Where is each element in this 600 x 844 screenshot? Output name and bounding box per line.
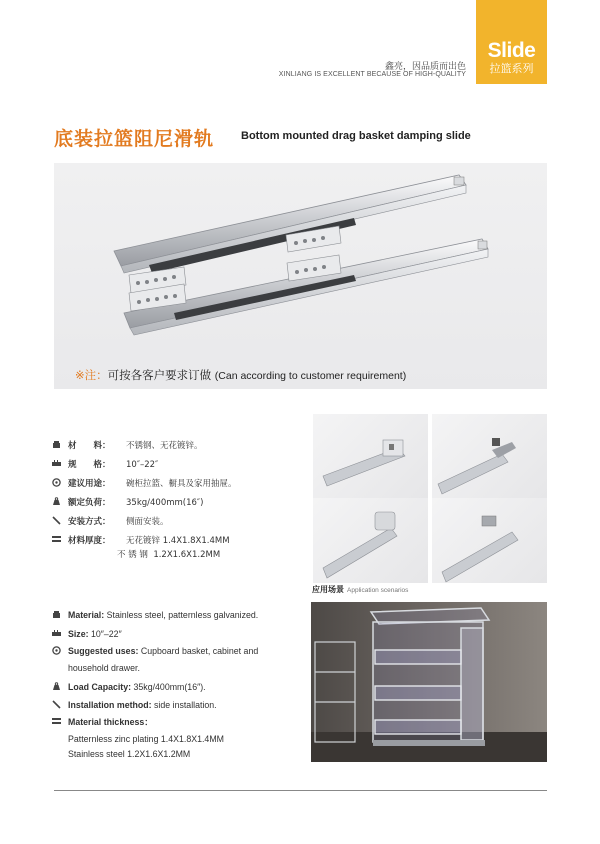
en-install: Installation method: side installation. <box>52 699 217 712</box>
bottom-divider <box>54 790 547 791</box>
recommend-icon <box>52 646 61 655</box>
thickness-icon <box>52 717 61 726</box>
detail-photo-2 <box>432 414 547 499</box>
ruler-icon <box>52 459 61 468</box>
spec-row-size: 规 格： 10″–22″ <box>52 459 158 472</box>
rail-end-illustration <box>313 414 428 499</box>
brand-title: Slide <box>487 39 536 62</box>
spec-row-install: 安装方式： 侧面安装。 <box>52 516 169 529</box>
spec-row-uses: 建议用途： 碗柜拉篮、橱具及家用抽屉。 <box>52 478 237 491</box>
brand-subtitle: 拉篮系列 <box>489 62 534 75</box>
weight-icon <box>52 497 61 506</box>
spec-row-thickness: 材料厚度： 无花镀锌 1.4X1.8X1.4MM <box>52 535 230 548</box>
brand-badge <box>476 0 547 84</box>
thickness-icon <box>52 535 61 544</box>
en-thickness-zinc: Patternless zinc plating 1.4X1.8X1.4MM <box>68 734 224 744</box>
scene-label: 应用场景 Application scenarios <box>312 585 409 594</box>
screwdriver-icon <box>52 516 61 525</box>
product-title-cn: 底装拉篮阻尼滑轨 <box>54 128 215 150</box>
spec-row-thickness-steel: 不 锈 钢 1.2X1.6X1.2MM <box>117 550 221 560</box>
spec-row-material: 材 料： 不锈钢、无花镀锌。 <box>52 440 203 453</box>
application-scene-photo <box>311 602 547 762</box>
rail-stop-illustration <box>432 498 547 583</box>
detail-photo-4 <box>432 498 547 583</box>
material-icon <box>52 440 61 449</box>
tagline-en: XINLIANG IS EXCELLENT BECAUSE OF HIGH-QUALITY <box>278 71 466 78</box>
rail-clip-illustration <box>313 498 428 583</box>
weight-icon <box>52 682 61 691</box>
detail-photo-3 <box>313 498 428 583</box>
en-thickness: Material thickness： <box>52 716 153 729</box>
screwdriver-icon <box>52 700 61 709</box>
en-material: Material: Stainless steel, patternless galvanized. <box>52 609 258 622</box>
custom-order-note <box>75 367 406 383</box>
product-photo <box>54 163 547 389</box>
en-uses: Suggested uses: Cupboard basket, cabinet and <box>52 645 258 658</box>
note-text-en: (Can according to customer requirement) <box>214 370 407 382</box>
spec-row-load: 额定负荷： 35kg/400mm(16″) <box>52 497 203 510</box>
ruler-icon <box>52 629 61 638</box>
note-text-cn: 可按各客户要求订做 <box>107 368 212 382</box>
product-title-en: Bottom mounted drag basket damping slide <box>241 130 471 142</box>
pull-out-basket-illustration <box>311 602 547 762</box>
note-mark: ※注： <box>75 368 108 382</box>
en-uses-cont: household drawer. <box>68 663 140 673</box>
en-load: Load Capacity: 35kg/400mm(16″). <box>52 681 206 694</box>
rail-hook-illustration <box>432 414 547 499</box>
tagline-cn: 鑫亮，因品质而出色 <box>384 62 466 72</box>
material-icon <box>52 610 61 619</box>
en-size: Size: 10″–22″ <box>52 628 122 641</box>
en-thickness-steel: Stainless steel 1.2X1.6X1.2MM <box>68 749 191 759</box>
detail-photo-1 <box>313 414 428 499</box>
recommend-icon <box>52 478 61 487</box>
slide-rails-illustration <box>54 163 547 389</box>
